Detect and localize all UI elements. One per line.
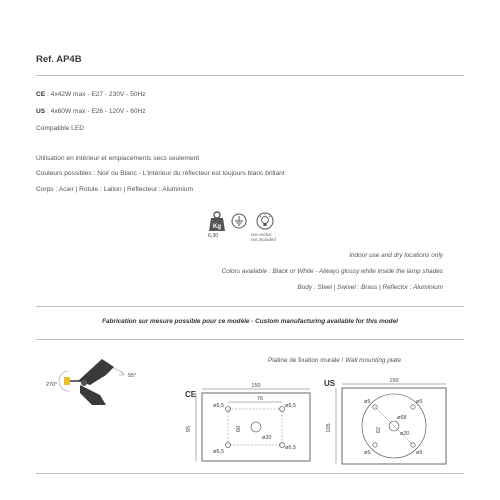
us-inner-diameter: ø68 bbox=[397, 415, 407, 421]
bulb-note-en: not included bbox=[251, 237, 276, 243]
ce-center-hole: ø20 bbox=[262, 435, 272, 441]
ce-hole-tr: ø6,5 bbox=[285, 403, 297, 409]
ce-height: 95 bbox=[186, 425, 192, 433]
spec-ce-text: : 4x42W max - E27 - 230V - 50Hz bbox=[45, 91, 146, 98]
plate-title-en: Wall mounting plate bbox=[345, 357, 402, 364]
ce-inner-height: 60 bbox=[236, 425, 242, 433]
us-width: 150 bbox=[389, 378, 399, 384]
rotation-a-label: 270° bbox=[46, 382, 58, 388]
weight-value: 6,30 bbox=[208, 233, 219, 239]
mid-divider-bottom bbox=[36, 339, 464, 340]
ce-hole-bl: ø6,5 bbox=[213, 449, 225, 455]
us-hole-br: ø5 bbox=[416, 450, 423, 456]
fr-colors: Couleurs possibles : Noir ou Blanc - L'intérieur du réflecteur est toujours blanc brillant bbox=[36, 170, 285, 177]
custom-note: Fabrication sur mesure possible pour ce modèle - Custom manufacturing available for this model bbox=[102, 318, 398, 325]
footer-divider bbox=[36, 473, 464, 474]
plate-title bbox=[268, 357, 401, 364]
spec-us bbox=[36, 108, 146, 115]
ce-hole-br: ø6,5 bbox=[285, 445, 297, 451]
ce-plate-label: CE bbox=[185, 390, 197, 399]
spec-ce bbox=[36, 91, 146, 98]
ce-inner-width: 76 bbox=[256, 396, 264, 402]
us-height: 105 bbox=[326, 423, 332, 433]
us-hole-tr: ø5 bbox=[416, 399, 423, 405]
header-divider bbox=[36, 75, 464, 76]
bulb-note bbox=[251, 232, 276, 243]
fr-body: Corps : Acier | Rotule : Laiton | Réflecteur : Aluminium bbox=[36, 186, 193, 193]
bulb-icon bbox=[256, 212, 274, 230]
bulb-note-fr: non inclus bbox=[251, 232, 272, 237]
spec-led: Compatible LED bbox=[36, 125, 85, 132]
ce-width: 150 bbox=[251, 383, 261, 389]
ce-plate-drawing bbox=[180, 375, 315, 465]
mid-divider-top bbox=[36, 306, 464, 307]
en-usage: Indoor use and dry locations only bbox=[349, 252, 443, 259]
rotation-b-label: 55° bbox=[128, 373, 137, 379]
us-plate-drawing bbox=[320, 372, 450, 467]
plate-title-fr: Platine de fixation murale bbox=[268, 357, 340, 364]
spec-us-label: US bbox=[36, 108, 46, 115]
en-body: Body : Steel | Swivel : Brass | Reflector : Aluminium bbox=[297, 284, 443, 291]
plate-title-sep: / bbox=[339, 357, 346, 364]
us-center-hole: ø20 bbox=[400, 431, 410, 437]
ce-hole-tl: ø6,5 bbox=[213, 403, 225, 409]
us-hole-tl: ø5 bbox=[364, 399, 371, 405]
fr-usage: Utilisation en intérieur et emplacements secs seulement bbox=[36, 155, 200, 162]
us-plate-label: US bbox=[324, 379, 336, 388]
lamp-side-drawing bbox=[40, 345, 165, 415]
spec-us-text: : 4x60W max - E26 - 120V - 60Hz bbox=[45, 108, 146, 115]
spec-ce-label: CE bbox=[36, 91, 46, 98]
weight-unit: Kg bbox=[213, 224, 221, 230]
us-inner-height: 62 bbox=[376, 426, 382, 434]
weight-icon bbox=[207, 210, 227, 232]
product-reference: Ref. AP4B bbox=[36, 54, 82, 65]
us-hole-bl: ø5 bbox=[364, 450, 371, 456]
en-colors: Colors available : Black or White - Always glossy white inside the lamp shades bbox=[221, 268, 443, 275]
ground-icon bbox=[231, 213, 247, 229]
